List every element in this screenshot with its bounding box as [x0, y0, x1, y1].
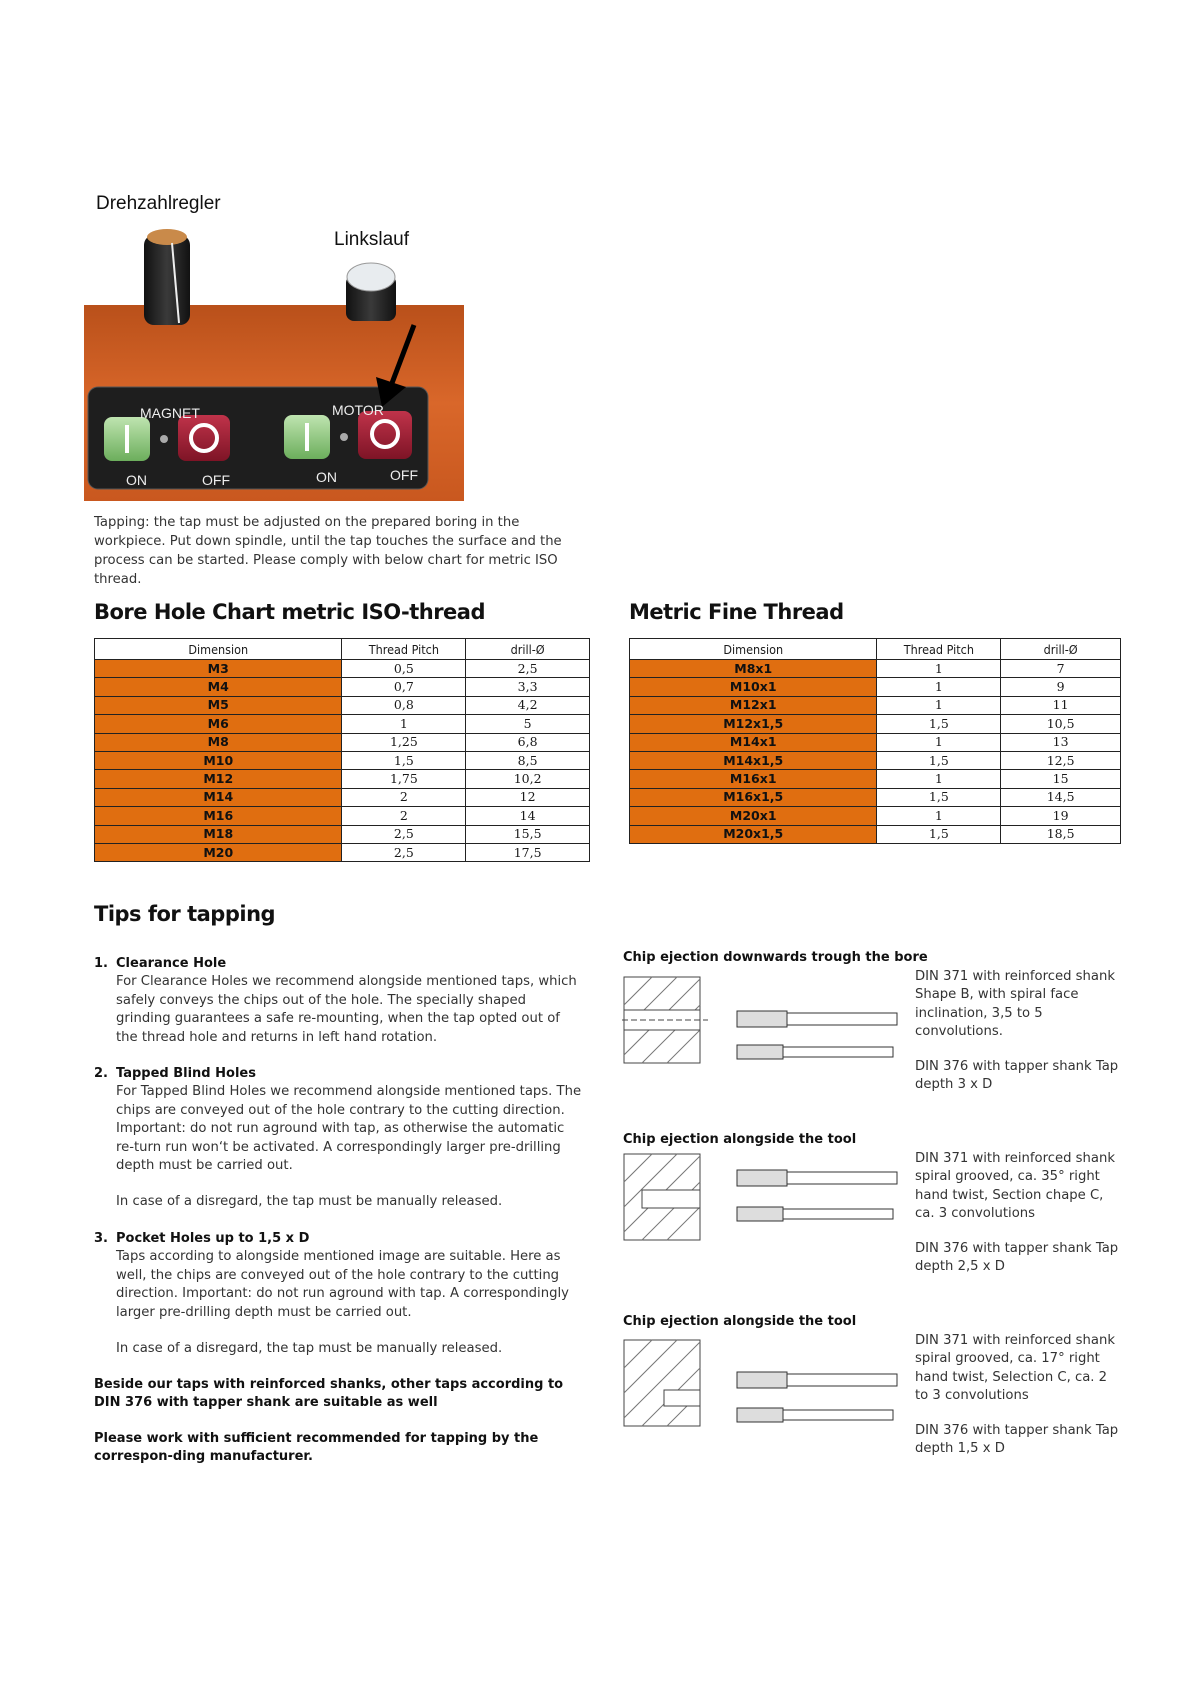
iso-chart-title: Bore Hole Chart metric ISO-thread	[94, 600, 486, 624]
note-taps: Beside our taps with reinforced shanks, other taps according to DIN 376 with tapper shank are suitable as well	[94, 1377, 564, 1411]
column-header-dimension: Dimension	[630, 639, 877, 660]
motor-on-label: ON	[316, 469, 337, 485]
column-header-drill: drill-Ø	[1001, 639, 1121, 660]
cell-dimension: M14x1,5	[630, 751, 877, 769]
cell-thread-pitch: 1,75	[342, 770, 466, 788]
cell-thread-pitch: 0,7	[342, 678, 466, 696]
cell-thread-pitch: 1	[877, 696, 1001, 714]
iso-thread-table	[94, 638, 590, 862]
tip-title: Tapped Blind Holes	[116, 1066, 256, 1082]
cell-drill: 10,2	[466, 770, 590, 788]
cell-dimension: M20	[95, 843, 342, 861]
cell-dimension: M10	[95, 751, 342, 769]
cell-thread-pitch: 2,5	[342, 825, 466, 843]
tap-description: DIN 371 with reinforced shank spiral grooved, ca. 35° right hand twist, Section chape C, ca. 3 convolutions	[915, 1151, 1115, 1222]
cell-drill: 17,5	[466, 843, 590, 861]
motor-off-label: OFF	[390, 467, 418, 483]
magnet-on-label: ON	[126, 472, 147, 488]
note-manufacturer: Please work with sufficient recommended for tapping by the correspon-ding manufacturer.	[94, 1431, 539, 1465]
tip-number: 2.	[94, 1066, 108, 1082]
cell-drill: 8,5	[466, 751, 590, 769]
magnet-off-label: OFF	[202, 472, 230, 488]
cell-dimension: M4	[95, 678, 342, 696]
table-row	[95, 715, 590, 733]
cell-drill: 18,5	[1001, 825, 1121, 843]
tip-number: 3.	[94, 1230, 108, 1246]
tap-description: DIN 376 with tapper shank Tap depth 2,5 x D	[915, 1241, 1119, 1275]
column-header-dimension: Dimension	[95, 639, 342, 660]
motor-off-button	[358, 411, 412, 459]
table-row	[95, 825, 590, 843]
cell-dimension: M16	[95, 807, 342, 825]
cell-thread-pitch: 1,5	[877, 825, 1001, 843]
tip-item	[94, 955, 584, 1047]
fine-chart-title: Metric Fine Thread	[629, 600, 844, 624]
cell-dimension: M12x1,5	[630, 715, 877, 733]
table-row	[95, 660, 590, 678]
tip-item	[94, 1065, 584, 1212]
fine-thread-table	[629, 638, 1121, 844]
cell-thread-pitch: 0,8	[342, 696, 466, 714]
table-row	[630, 696, 1121, 714]
tip-title: Clearance Hole	[116, 956, 227, 971]
table-row	[630, 733, 1121, 751]
table-row	[630, 825, 1121, 843]
cell-drill: 11	[1001, 696, 1121, 714]
cell-thread-pitch: 2,5	[342, 843, 466, 861]
cell-thread-pitch: 1	[342, 715, 466, 733]
chip-section-title: Chip ejection downwards trough the bore	[623, 950, 928, 965]
tip-item	[94, 1230, 584, 1358]
cell-thread-pitch: 1,5	[342, 751, 466, 769]
tips-title: Tips for tapping	[94, 902, 276, 926]
table-row	[630, 770, 1121, 788]
chip-section-title: Chip ejection alongside the tool	[623, 1314, 857, 1329]
column-header-thread-pitch: Thread Pitch	[342, 639, 466, 660]
cell-thread-pitch: 1,5	[877, 751, 1001, 769]
cell-drill: 9	[1001, 678, 1121, 696]
chip-section-title: Chip ejection alongside the tool	[623, 1132, 857, 1147]
cell-dimension: M16x1	[630, 770, 877, 788]
tip-extra: In case of a disregard, the tap must be manually released.	[116, 1340, 503, 1356]
cell-dimension: M12	[95, 770, 342, 788]
cell-thread-pitch: 1	[877, 807, 1001, 825]
cell-drill: 14,5	[1001, 788, 1121, 806]
tap-description: DIN 376 with tapper shank Tap depth 1,5 x D	[915, 1423, 1119, 1457]
tap-description: DIN 371 with reinforced shank spiral grooved, ca. 17° right hand twist, Selection C, ca. 2 to 3 convolutions	[915, 1333, 1115, 1404]
cell-dimension: M20x1,5	[630, 825, 877, 843]
cell-thread-pitch: 1	[877, 770, 1001, 788]
table-row	[95, 696, 590, 714]
cell-drill: 5	[466, 715, 590, 733]
column-header-thread-pitch: Thread Pitch	[877, 639, 1001, 660]
cell-dimension: M10x1	[630, 678, 877, 696]
cell-drill: 13	[1001, 733, 1121, 751]
cell-drill: 14	[466, 807, 590, 825]
cell-drill: 15,5	[466, 825, 590, 843]
cell-thread-pitch: 1,5	[877, 715, 1001, 733]
table-row	[95, 788, 590, 806]
table-row	[95, 751, 590, 769]
speed-knob	[144, 235, 190, 325]
cell-thread-pitch: 2	[342, 807, 466, 825]
cell-drill: 10,5	[1001, 715, 1121, 733]
cell-thread-pitch: 1	[877, 660, 1001, 678]
tap-diagram-through-bore	[622, 975, 912, 1067]
cell-dimension: M3	[95, 660, 342, 678]
cell-thread-pitch: 0,5	[342, 660, 466, 678]
table-row	[630, 678, 1121, 696]
table-row	[630, 788, 1121, 806]
table-row	[95, 733, 590, 751]
control-panel-photo	[84, 193, 464, 501]
cell-dimension: M6	[95, 715, 342, 733]
column-header-drill: drill-Ø	[466, 639, 590, 660]
cell-thread-pitch: 1	[877, 678, 1001, 696]
tip-number: 1.	[94, 956, 108, 971]
cell-dimension: M5	[95, 696, 342, 714]
tips-list	[94, 955, 584, 1466]
reverse-label: Linkslauf	[334, 229, 409, 250]
table-row	[95, 807, 590, 825]
tip-title: Pocket Holes up to 1,5 x D	[116, 1230, 310, 1246]
cell-dimension: M20x1	[630, 807, 877, 825]
tap-diagram-alongside	[622, 1152, 912, 1244]
cell-drill: 12,5	[1001, 751, 1121, 769]
cell-thread-pitch: 1,25	[342, 733, 466, 751]
cell-thread-pitch: 2	[342, 788, 466, 806]
tap-diagram-pocket	[622, 1338, 912, 1430]
cell-dimension: M8x1	[630, 660, 877, 678]
table-row	[95, 770, 590, 788]
speed-control-label: Drehzahlregler	[96, 193, 221, 214]
tip-body: For Clearance Holes we recommend alongside mentioned taps, which safely conveys the chips out of the hole. The specially shaped grinding guarantees a safe re-mounting, when the tap opted out of the thread hole and returns in left hand rotation.	[116, 974, 577, 1045]
tap-description: DIN 371 with reinforced shank Shape B, with spiral face inclination, 3,5 to 5 convolutions.	[915, 969, 1115, 1040]
cell-thread-pitch: 1,5	[877, 788, 1001, 806]
magnet-off-button	[178, 415, 230, 461]
cell-drill: 4,2	[466, 696, 590, 714]
magnet-label: MAGNET	[140, 405, 200, 421]
cell-drill: 12	[466, 788, 590, 806]
cell-dimension: M16x1,5	[630, 788, 877, 806]
cell-dimension: M8	[95, 733, 342, 751]
tap-description: DIN 376 with tapper shank Tap depth 3 x D	[915, 1059, 1119, 1093]
tip-body: For Tapped Blind Holes we recommend alongside mentioned taps. The chips are conveyed out of the hole contrary to the cutting direction. Important: do not run aground with tap, as otherwise the automatic re-turn run won‘t be activated. A correspondingly larger pre-drilling depth must be carried out.	[116, 1084, 582, 1174]
cell-drill: 6,8	[466, 733, 590, 751]
table-row	[630, 807, 1121, 825]
tip-body: Taps according to alongside mentioned image are suitable. Here as well, the chips are conveyed out of the hole contrary to the cutting direction. Important: do not run aground with tap. A correspondingly larger pre-drilling depth must be carried out.	[116, 1249, 569, 1320]
intro-paragraph: Tapping: the tap must be adjusted on the prepared boring in the workpiece. Put down spindle, until the tap touches the surface and the process can be started. Please comply with below chart for metric ISO thread.	[94, 515, 562, 587]
table-row	[95, 678, 590, 696]
table-row	[630, 715, 1121, 733]
cell-drill: 7	[1001, 660, 1121, 678]
cell-drill: 3,3	[466, 678, 590, 696]
motor-label: MOTOR	[332, 402, 384, 418]
table-row	[630, 660, 1121, 678]
cell-drill: 2,5	[466, 660, 590, 678]
cell-dimension: M14x1	[630, 733, 877, 751]
cell-dimension: M14	[95, 788, 342, 806]
cell-thread-pitch: 1	[877, 733, 1001, 751]
cell-drill: 19	[1001, 807, 1121, 825]
cell-dimension: M12x1	[630, 696, 877, 714]
cell-drill: 15	[1001, 770, 1121, 788]
table-row	[630, 751, 1121, 769]
cell-dimension: M18	[95, 825, 342, 843]
tip-extra: In case of a disregard, the tap must be manually released.	[116, 1194, 503, 1210]
table-row	[95, 843, 590, 861]
